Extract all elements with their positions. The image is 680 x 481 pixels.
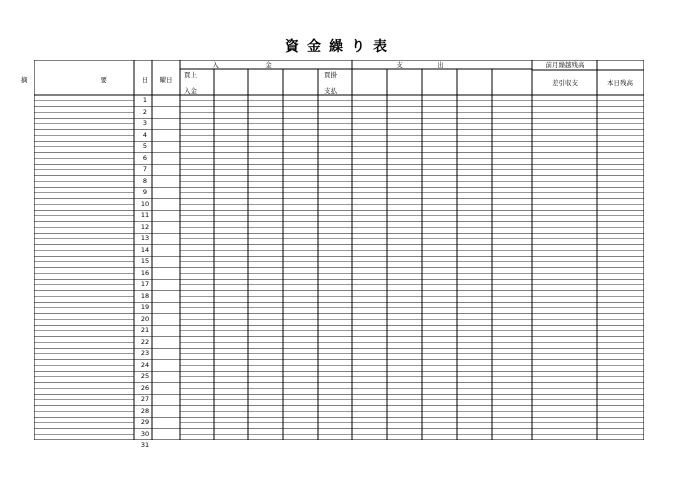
table-grid (34, 60, 644, 440)
day-number: 28 (140, 406, 150, 415)
day-number: 7 (142, 165, 148, 173)
day-number: 18 (140, 291, 150, 300)
day-number: 23 (140, 349, 150, 357)
header-income-sales-1: 買上 (184, 71, 197, 79)
day-number: 10 (140, 199, 150, 208)
sheet-title: 資金繰り表 (285, 39, 395, 55)
day-number: 4 (142, 130, 148, 139)
header-net-balance: 差引収支 (552, 79, 578, 87)
day-number: 19 (140, 303, 150, 311)
header-expense-payables-1: 買掛 (324, 71, 337, 79)
header-income-sales-2: 入金 (184, 87, 197, 95)
header-expense: 支 出 (396, 61, 458, 69)
day-number: 21 (140, 326, 150, 334)
header-daily-balance: 本日残高 (607, 79, 633, 87)
day-number: 9 (142, 188, 148, 196)
day-number: 29 (140, 418, 150, 426)
day-number: 11 (140, 211, 150, 219)
header-income: 入 金 (212, 61, 292, 69)
day-number: 24 (140, 360, 150, 369)
day-number: 1 (142, 96, 148, 104)
cash-flow-table (21, 60, 644, 449)
day-number: 31 (140, 441, 150, 449)
day-number: 13 (140, 234, 150, 242)
day-number: 26 (140, 383, 150, 392)
header-expense-payables-2: 支払 (324, 87, 337, 95)
day-number: 15 (140, 257, 150, 265)
header-day: 日 (141, 76, 149, 84)
day-number: 17 (140, 280, 150, 288)
day-number: 6 (142, 153, 148, 162)
day-number: 12 (140, 222, 150, 231)
day-number: 27 (140, 395, 150, 403)
day-number: 30 (140, 429, 150, 438)
header-weekday: 曜日 (159, 76, 173, 84)
day-number: 3 (142, 119, 148, 127)
day-number: 14 (140, 245, 150, 254)
day-number: 25 (140, 372, 150, 380)
day-number: 2 (142, 107, 148, 116)
header-summary: 摘 要 (21, 76, 127, 84)
header-carryover: 前月繰越残高 (545, 61, 585, 69)
day-number: 5 (142, 142, 148, 150)
day-number: 8 (142, 176, 148, 185)
day-number: 22 (140, 337, 150, 346)
day-number: 20 (140, 314, 150, 323)
day-number: 16 (140, 268, 150, 277)
